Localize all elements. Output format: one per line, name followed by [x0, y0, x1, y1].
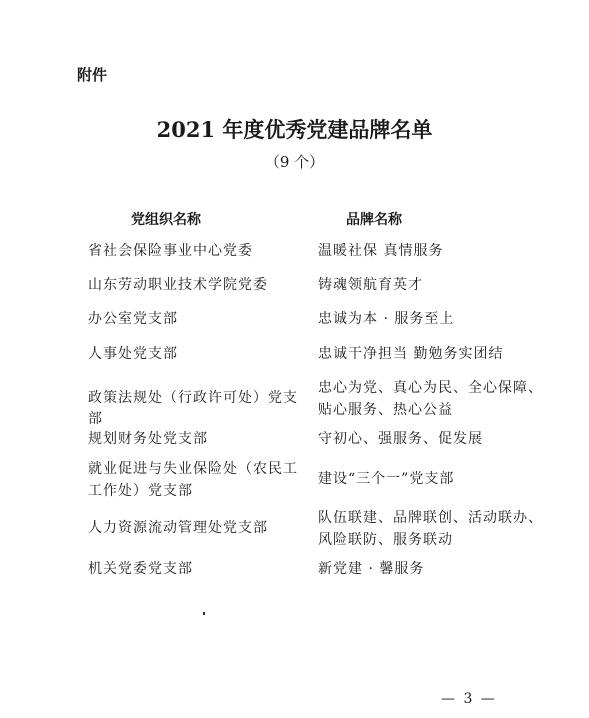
column-header-org: 党组织名称 [131, 212, 201, 228]
brand-name: 忠心为党、真心为民、全心保障、贴心服务、热心公益 [318, 380, 543, 418]
org-name: 规划财务处党支部 [88, 431, 208, 447]
brand-name: 铸魂领航育英才 [318, 277, 423, 293]
brand-name: 队伍联建、品牌联创、活动联办、风险联防、服务联动 [318, 510, 543, 548]
org-name: 人力资源流动管理处党支部 [88, 520, 268, 536]
document-subtitle: （9 个） [264, 153, 325, 171]
org-name: 机关党委党支部 [88, 561, 193, 577]
document-title: 2021 年度优秀党建品牌名单 [156, 117, 433, 142]
org-name: 人事处党支部 [88, 346, 178, 362]
org-name: 政策法规处（行政许可处）党支部 [88, 390, 298, 427]
scan-speck [203, 612, 205, 615]
org-name: 就业促进与失业保险处（农民工工作处）党支部 [88, 461, 298, 499]
brand-name: 建设“三个一”党支部 [318, 471, 455, 487]
brand-name: 忠诚为本 · 服务至上 [318, 311, 455, 327]
org-name: 办公室党支部 [88, 311, 178, 327]
brand-name: 温暖社保 真情服务 [318, 243, 444, 259]
page-number: — 3 — [441, 691, 497, 707]
brand-name: 新党建 · 馨服务 [318, 561, 425, 577]
brand-name: 守初心、强服务、促发展 [318, 431, 483, 447]
brand-name: 忠诚干净担当 勤勉务实团结 [318, 346, 504, 362]
column-header-brand: 品牌名称 [346, 212, 402, 228]
org-name: 省社会保险事业中心党委 [88, 243, 253, 259]
org-name: 山东劳动职业技术学院党委 [88, 277, 268, 293]
attachment-label: 附件 [77, 66, 108, 84]
